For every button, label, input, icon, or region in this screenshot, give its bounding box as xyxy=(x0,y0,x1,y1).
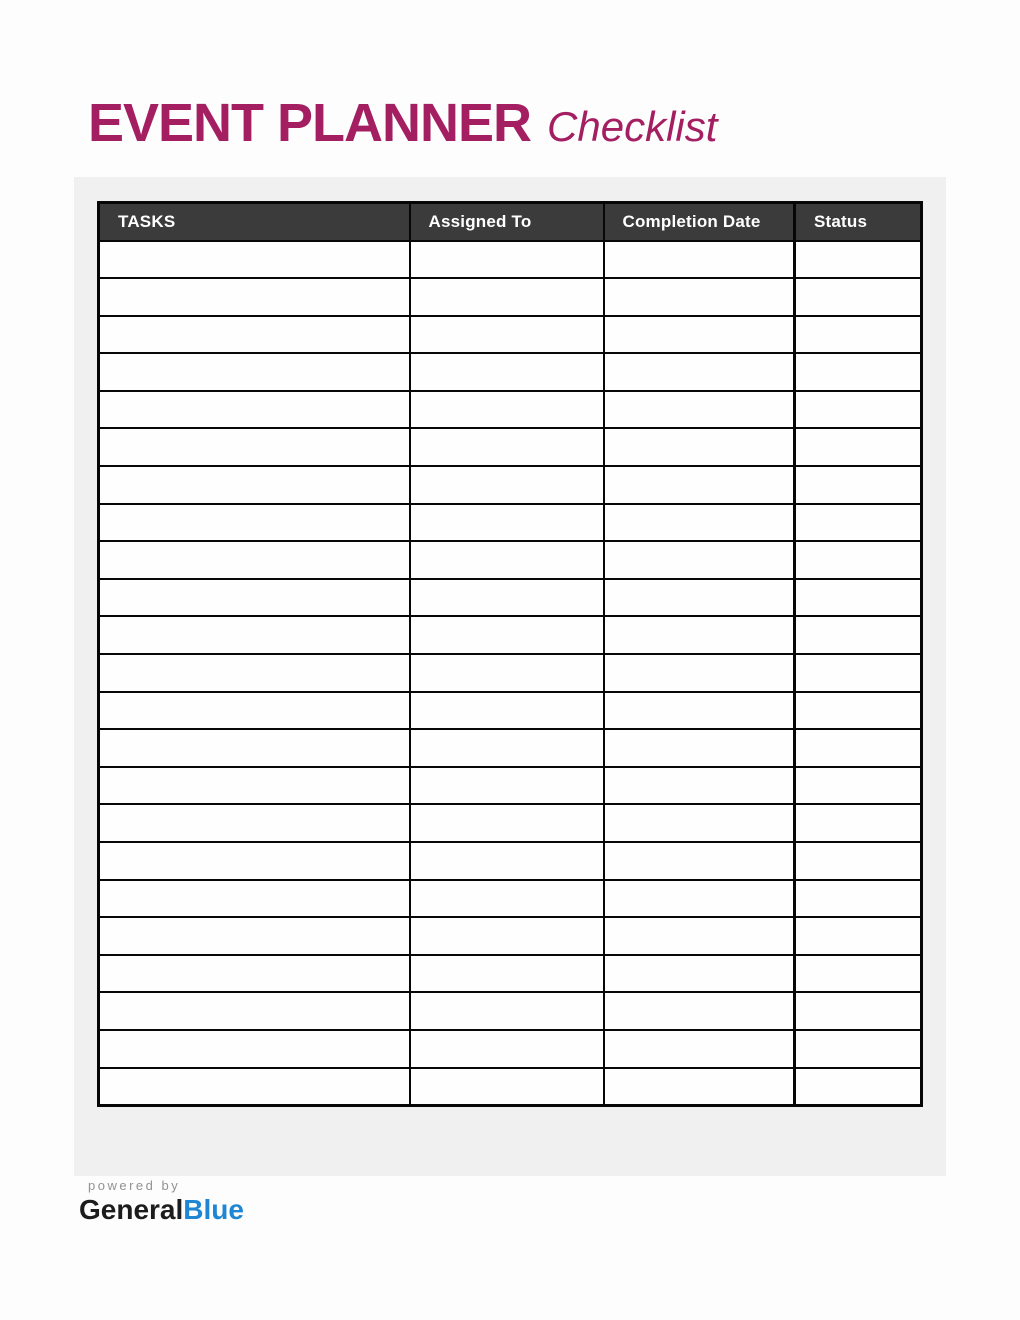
table-cell xyxy=(99,278,410,316)
table-cell xyxy=(99,767,410,805)
table-cell xyxy=(410,579,604,617)
table-cell xyxy=(604,842,795,880)
table-cell xyxy=(99,616,410,654)
table-cell xyxy=(99,842,410,880)
table-cell xyxy=(410,992,604,1030)
table-cell xyxy=(410,466,604,504)
table-cell xyxy=(604,391,795,429)
brand-blue-text: Blue xyxy=(183,1194,244,1225)
table-cell xyxy=(604,992,795,1030)
table-row xyxy=(99,1030,922,1068)
table-cell xyxy=(795,955,922,993)
table-row xyxy=(99,316,922,354)
table-row xyxy=(99,880,922,918)
table-cell xyxy=(795,692,922,730)
table-cell xyxy=(604,353,795,391)
table-cell xyxy=(795,541,922,579)
table-cell xyxy=(410,917,604,955)
table-cell xyxy=(410,880,604,918)
table-cell xyxy=(410,692,604,730)
checklist-table-body xyxy=(99,241,922,1106)
table-row xyxy=(99,428,922,466)
header-cell-assigned-to: Assigned To xyxy=(410,203,604,241)
table-cell xyxy=(410,541,604,579)
table-cell xyxy=(410,842,604,880)
table-cell xyxy=(795,428,922,466)
brand-general-text: General xyxy=(79,1194,184,1225)
table-cell xyxy=(795,654,922,692)
table-cell xyxy=(795,1030,922,1068)
table-cell xyxy=(99,504,410,542)
header-cell-status: Status xyxy=(795,203,922,241)
table-cell xyxy=(99,579,410,617)
table-cell xyxy=(410,241,604,279)
table-cell xyxy=(410,729,604,767)
table-cell xyxy=(410,955,604,993)
checklist-table xyxy=(97,201,923,1107)
table-cell xyxy=(604,241,795,279)
table-cell xyxy=(795,880,922,918)
table-cell xyxy=(99,1068,410,1106)
table-cell xyxy=(795,579,922,617)
table-row xyxy=(99,353,922,391)
table-cell xyxy=(410,1030,604,1068)
page-title xyxy=(88,93,718,153)
table-cell xyxy=(795,804,922,842)
table-cell xyxy=(99,917,410,955)
table-cell xyxy=(410,428,604,466)
table-cell xyxy=(410,804,604,842)
table-cell xyxy=(99,428,410,466)
table-row xyxy=(99,804,922,842)
table-cell xyxy=(795,391,922,429)
header-cell-tasks: TASKS xyxy=(99,203,410,241)
table-cell xyxy=(795,241,922,279)
table-cell xyxy=(99,654,410,692)
table-cell xyxy=(604,1030,795,1068)
table-row xyxy=(99,391,922,429)
table-cell xyxy=(410,353,604,391)
table-row xyxy=(99,541,922,579)
table-row xyxy=(99,955,922,993)
table-cell xyxy=(604,654,795,692)
table-row xyxy=(99,1068,922,1106)
table-cell xyxy=(795,616,922,654)
table-cell xyxy=(604,729,795,767)
table-cell xyxy=(795,729,922,767)
table-cell xyxy=(795,466,922,504)
table-cell xyxy=(604,917,795,955)
table-cell xyxy=(410,504,604,542)
table-cell xyxy=(99,316,410,354)
table-cell xyxy=(604,541,795,579)
brand-logo xyxy=(79,1194,244,1226)
table-row xyxy=(99,504,922,542)
table-row xyxy=(99,729,922,767)
table-cell xyxy=(795,1068,922,1106)
table-row xyxy=(99,654,922,692)
table-cell xyxy=(99,391,410,429)
table-cell xyxy=(99,541,410,579)
table-cell xyxy=(604,804,795,842)
table-cell xyxy=(604,316,795,354)
table-cell xyxy=(604,579,795,617)
page-title-main: EVENT PLANNER xyxy=(88,93,532,153)
table-cell xyxy=(604,616,795,654)
table-cell xyxy=(604,692,795,730)
table-row xyxy=(99,579,922,617)
table-row xyxy=(99,917,922,955)
header-row xyxy=(99,203,922,241)
table-cell xyxy=(795,767,922,805)
table-cell xyxy=(604,466,795,504)
table-cell xyxy=(604,767,795,805)
table-row xyxy=(99,842,922,880)
table-row xyxy=(99,692,922,730)
table-cell xyxy=(410,278,604,316)
table-row xyxy=(99,241,922,279)
table-cell xyxy=(410,391,604,429)
table-cell xyxy=(604,504,795,542)
table-cell xyxy=(99,353,410,391)
table-cell xyxy=(604,955,795,993)
powered-by-label: powered by xyxy=(88,1178,181,1193)
table-cell xyxy=(795,504,922,542)
table-cell xyxy=(795,316,922,354)
table-cell xyxy=(99,880,410,918)
table-cell xyxy=(99,692,410,730)
table-cell xyxy=(99,1030,410,1068)
table-row xyxy=(99,767,922,805)
page-title-subtitle: Checklist xyxy=(547,103,718,150)
table-cell xyxy=(99,992,410,1030)
table-cell xyxy=(410,1068,604,1106)
table-cell xyxy=(410,316,604,354)
table-cell xyxy=(410,767,604,805)
table-cell xyxy=(99,804,410,842)
table-cell xyxy=(795,992,922,1030)
table-cell xyxy=(410,616,604,654)
header-cell-completion-date: Completion Date xyxy=(604,203,795,241)
table-cell xyxy=(604,428,795,466)
table-cell xyxy=(604,278,795,316)
table-cell xyxy=(795,842,922,880)
table-cell xyxy=(604,880,795,918)
table-cell xyxy=(795,278,922,316)
table-cell xyxy=(795,353,922,391)
table-cell xyxy=(99,955,410,993)
table-cell xyxy=(410,654,604,692)
table-cell xyxy=(99,466,410,504)
table-cell xyxy=(604,1068,795,1106)
footer xyxy=(79,1178,244,1226)
table-cell xyxy=(795,917,922,955)
table-row xyxy=(99,466,922,504)
table-row xyxy=(99,992,922,1030)
table-cell xyxy=(99,729,410,767)
table-cell xyxy=(99,241,410,279)
table-panel xyxy=(74,177,946,1176)
table-row xyxy=(99,616,922,654)
table-row xyxy=(99,278,922,316)
